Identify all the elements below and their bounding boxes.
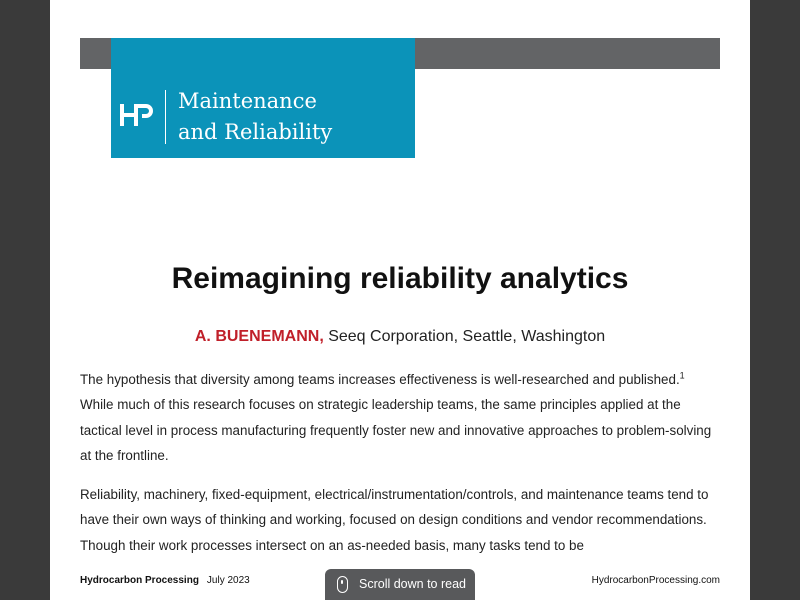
- paragraph-text: While much of this research focuses on strategic leadership teams, the same principles applied at the tactical level in process manufacturing frequently foster new and innovative approaches to problem-solving at the frontline.: [80, 397, 712, 463]
- paragraph: Reliability, machinery, fixed-equipment, electrical/instrumentation/controls, and maintenance teams tend to have their own ways of thinking and working, focused on design conditions and vendor recommendations. Though their work processes intersect on an as-needed basis, many tasks tend to be: [80, 487, 709, 553]
- scroll-hint-button[interactable]: [325, 569, 475, 600]
- footer-journal: Hydrocarbon Processing: [80, 575, 199, 586]
- author-name: A. BUENEMANN,: [194, 328, 324, 345]
- scroll-hint-label: Scroll down to read: [359, 577, 467, 591]
- section-title: [178, 86, 332, 148]
- footer-publication: [80, 575, 250, 586]
- hp-logo: [119, 101, 155, 129]
- footer-date: July 2023: [206, 575, 250, 586]
- footer-website[interactable]: HydrocarbonProcessing.com: [591, 575, 720, 586]
- mouse-icon: [337, 576, 348, 593]
- section-title-line1: Maintenance: [178, 89, 317, 113]
- section-title-line2: and Reliability: [178, 120, 333, 144]
- footnote-marker[interactable]: 1: [679, 370, 685, 381]
- article-body: [80, 367, 720, 572]
- author-affiliation: Seeq Corporation, Seattle, Washington: [323, 328, 606, 345]
- paragraph: [80, 367, 720, 468]
- section-banner: [111, 38, 415, 158]
- logo-divider: [165, 90, 166, 144]
- byline: [50, 326, 750, 348]
- document-page: [50, 0, 750, 600]
- article-title: Reimagining reliability analytics: [171, 262, 629, 295]
- paragraph-text: The hypothesis that diversity among teams increases effectiveness is well-researched and published.: [80, 372, 680, 387]
